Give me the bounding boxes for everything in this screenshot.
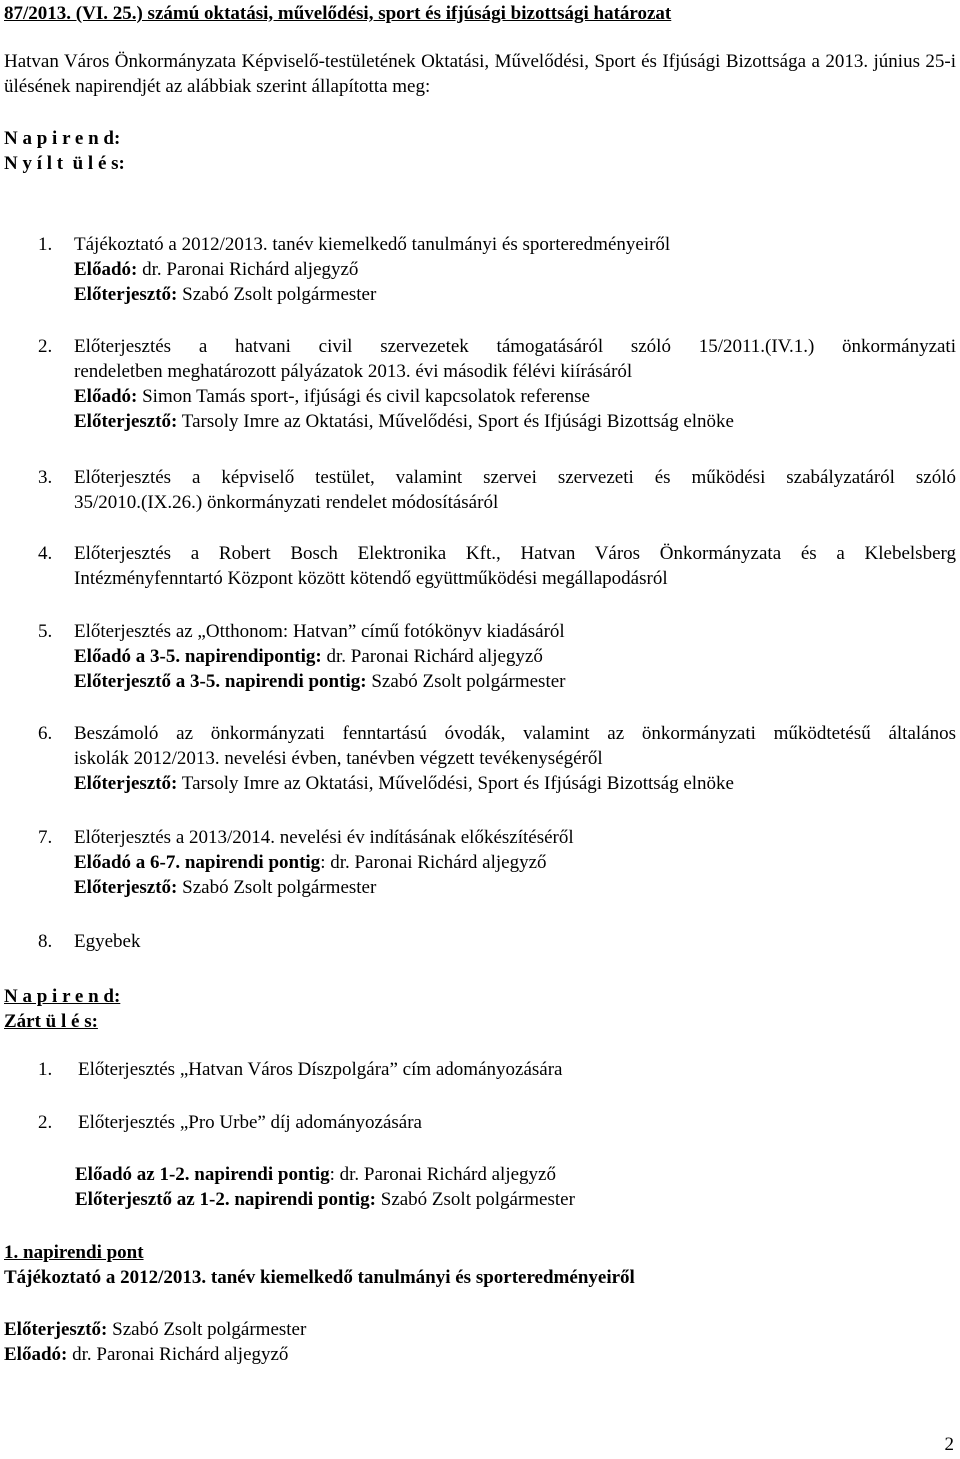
open-session-label: N y í l t ü l é s: bbox=[4, 153, 125, 174]
presenter-line: Előadó: dr. Paronai Richárd aljegyző bbox=[4, 1344, 289, 1365]
first-item-people bbox=[4, 1317, 956, 1367]
agenda-item-text: Előterjesztés a Robert Bosch Elektronika Kft., Hatvan Város Önkormányzata és a Klebelsberg bbox=[74, 543, 956, 564]
first-item-heading: 1. napirendi pont bbox=[4, 1242, 144, 1263]
presenter-line: Előadó a 3-5. napirendipontig: dr. Paronai Richárd aljegyző bbox=[74, 646, 543, 667]
intro-paragraph: Hatvan Város Önkormányzata Képviselő-testületének Oktatási, Művelődési, Sport és Ifjúsági Bizottsága a 2013. június 25-i ülésének napirendjét az alábbiak szerint állapította meg: bbox=[4, 51, 956, 97]
agenda-item-text-cont: Intézményfenntartó Központ között kötendő együttműködési megállapodásról bbox=[74, 568, 668, 589]
agenda-item-number: 1. bbox=[38, 1059, 53, 1080]
submitter-line: Előterjesztő: Szabó Zsolt polgármester bbox=[74, 284, 377, 305]
agenda-item-number: 2. bbox=[38, 1112, 53, 1133]
agenda-item-number: 1. bbox=[38, 234, 53, 255]
agenda-item-2 bbox=[38, 334, 956, 434]
first-item-section bbox=[4, 1240, 956, 1290]
submitter-line: Előterjesztő az 1-2. napirendi pontig: Szabó Zsolt polgármester bbox=[75, 1189, 575, 1210]
agenda-item-5 bbox=[38, 619, 956, 694]
agenda-item-number: 5. bbox=[38, 621, 53, 642]
agenda-item-text-cont: rendeletben meghatározott pályázatok 2013. évi második félévi kiírásáról bbox=[74, 361, 633, 382]
closed-item-1 bbox=[38, 1057, 956, 1082]
agenda-item-number: 3. bbox=[38, 467, 53, 488]
agenda-item-text-cont: iskolák 2012/2013. nevelési évben, tanévben végzett tevékenységéről bbox=[74, 748, 603, 769]
agenda-item-3 bbox=[38, 465, 956, 515]
agenda-item-text: Egyebek bbox=[74, 931, 141, 952]
agenda-item-number: 2. bbox=[38, 336, 53, 357]
closed-item-2 bbox=[38, 1110, 956, 1135]
submitter-line: Előterjesztő: Szabó Zsolt polgármester bbox=[74, 877, 377, 898]
closed-agenda-label: N a p i r e n d: bbox=[4, 986, 121, 1007]
closed-session-label: Zárt ü l é s: bbox=[4, 1011, 98, 1032]
page-number: 2 bbox=[944, 1434, 954, 1455]
agenda-item-number: 4. bbox=[38, 543, 53, 564]
presenter-line: Előadó az 1-2. napirendi pontig: dr. Paronai Richárd aljegyző bbox=[75, 1164, 556, 1185]
agenda-item-text-cont: 35/2010.(IX.26.) önkormányzati rendelet módosításáról bbox=[74, 492, 499, 513]
agenda-item-6 bbox=[38, 721, 956, 796]
submitter-line: Előterjesztő a 3-5. napirendi pontig: Szabó Zsolt polgármester bbox=[74, 671, 566, 692]
presenter-line: Előadó a 6-7. napirendi pontig: dr. Paronai Richárd aljegyző bbox=[74, 852, 547, 873]
submitter-line: Előterjesztő: Tarsoly Imre az Oktatási, Művelődési, Sport és Ifjúsági Bizottság elnöke bbox=[74, 773, 734, 794]
submitter-line: Előterjesztő: Szabó Zsolt polgármester bbox=[4, 1319, 307, 1340]
agenda-item-text: Előterjesztés „Pro Urbe” díj adományozására bbox=[78, 1112, 422, 1133]
first-item-title: Tájékoztató a 2012/2013. tanév kiemelkedő tanulmányi és sporteredményeiről bbox=[4, 1267, 635, 1288]
presenter-line: Előadó: dr. Paronai Richárd aljegyző bbox=[74, 259, 359, 280]
agenda-item-number: 7. bbox=[38, 827, 53, 848]
agenda-item-text: Tájékoztató a 2012/2013. tanév kiemelkedő tanulmányi és sporteredményeiről bbox=[74, 234, 671, 255]
resolution-title: 87/2013. (VI. 25.) számú oktatási, művelődési, sport és ifjúsági bizottsági határozat bbox=[4, 3, 672, 24]
agenda-item-text: Előterjesztés a képviselő testület, valamint szervei szervezeti és működési szabályzatáról szóló bbox=[74, 467, 956, 488]
agenda-item-number: 6. bbox=[38, 723, 53, 744]
agenda-item-8 bbox=[38, 929, 956, 954]
agenda-item-number: 8. bbox=[38, 931, 53, 952]
agenda-item-1 bbox=[38, 232, 956, 307]
agenda-item-text: Előterjesztés a hatvani civil szervezetek támogatásáról szóló 15/2011.(IV.1.) önkormányzati bbox=[74, 336, 956, 357]
agenda-item-text: Előterjesztés „Hatvan Város Díszpolgára” cím adományozására bbox=[78, 1059, 563, 1080]
agenda-item-text: Előterjesztés a 2013/2014. nevelési év indításának előkészítéséről bbox=[74, 827, 574, 848]
agenda-item-text: Beszámoló az önkormányzati fenntartású óvodák, valamint az önkormányzati működtetésű általános bbox=[74, 723, 956, 744]
agenda-item-4 bbox=[38, 541, 956, 591]
agenda-item-text: Előterjesztés az „Otthonom: Hatvan” című fotókönyv kiadásáról bbox=[74, 621, 565, 642]
presenter-line: Előadó: Simon Tamás sport-, ifjúsági és civil kapcsolatok referense bbox=[74, 386, 590, 407]
submitter-line: Előterjesztő: Tarsoly Imre az Oktatási, Művelődési, Sport és Ifjúsági Bizottság elnöke bbox=[74, 411, 734, 432]
open-agenda-label: N a p i r e n d: bbox=[4, 128, 121, 149]
agenda-item-7 bbox=[38, 825, 956, 900]
closed-presenter-block bbox=[75, 1162, 956, 1212]
